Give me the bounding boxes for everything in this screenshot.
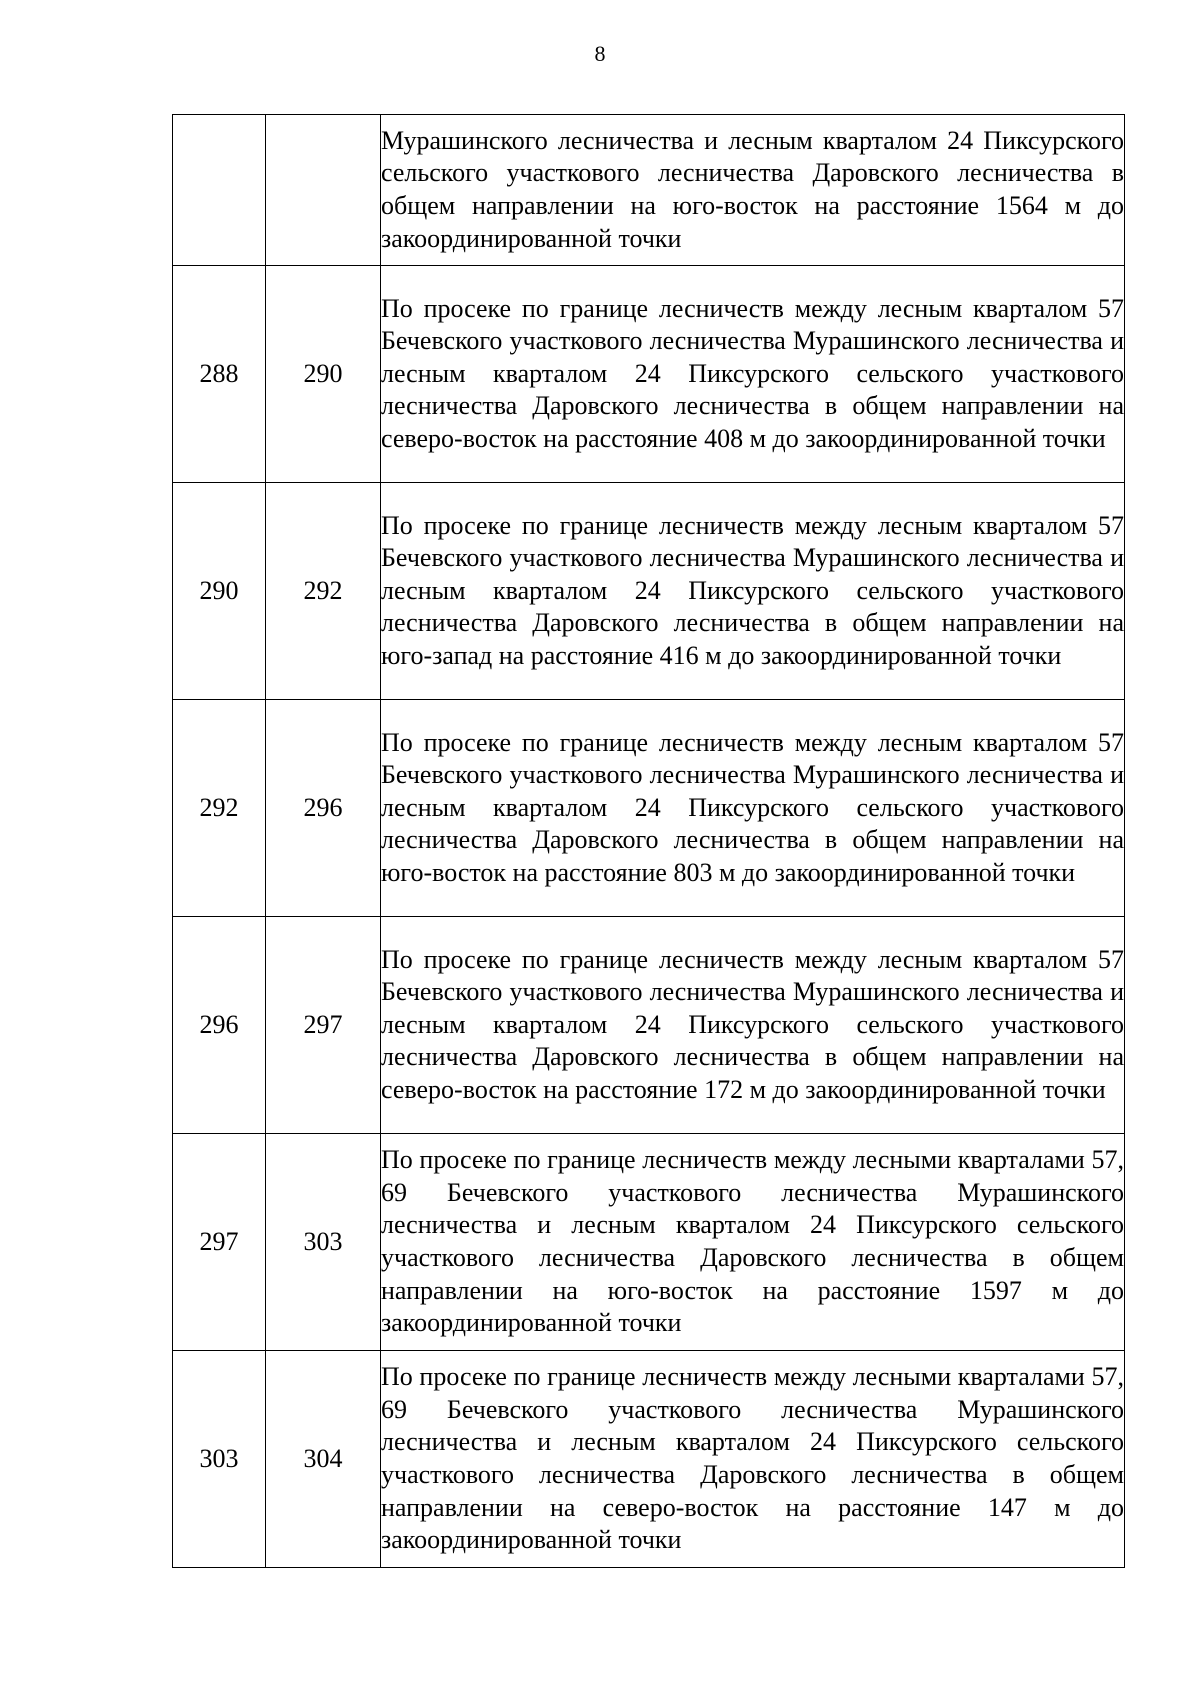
to-point-cell: 292 <box>266 483 381 700</box>
to-point-cell: 290 <box>266 266 381 483</box>
from-point-cell: 297 <box>173 1134 266 1351</box>
description-cell: По просеке по границе лесничеств между лесным кварталом 57 Бечевского участкового лесничества Мурашинского лесничества и лесным кварталом 24 Пиксурского сельского участкового лесничества Даровского лесничества в общем направлении на юго-запад на расстояние 416 м до закоординированной точки <box>381 483 1125 700</box>
from-point-cell: 288 <box>173 266 266 483</box>
description-cell: По просеке по границе лесничеств между лесным кварталом 57 Бечевского участкового лесничества Мурашинского лесничества и лесным кварталом 24 Пиксурского сельского участкового лесничества Даровского лесничества в общем направлении на северо-восток на расстояние 172 м до закоординированной точки <box>381 917 1125 1134</box>
from-point-cell: 292 <box>173 700 266 917</box>
description-cell: Мурашинского лесничества и лесным кварталом 24 Пиксурского сельского участкового лесничества Даровского лесничества в общем направлении на юго-восток на расстояние 1564 м до закоординированной точки <box>381 115 1125 266</box>
table-row <box>173 266 1125 483</box>
description-cell: По просеке по границе лесничеств между лесными кварталами 57, 69 Бечевского участкового лесничества Мурашинского лесничества и лесным кварталом 24 Пиксурского сельского участкового лесничества Даровского лесничества в общем направлении на северо-восток на расстояние 147 м до закоординированной точки <box>381 1351 1125 1568</box>
boundary-description-table <box>172 114 1125 1568</box>
page-number: 8 <box>594 41 606 66</box>
from-point-cell: 290 <box>173 483 266 700</box>
from-point-cell <box>173 115 266 266</box>
from-point-cell: 296 <box>173 917 266 1134</box>
table-row <box>173 115 1125 266</box>
to-point-cell <box>266 115 381 266</box>
description-cell: По просеке по границе лесничеств между лесным кварталом 57 Бечевского участкового лесничества Мурашинского лесничества и лесным кварталом 24 Пиксурского сельского участкового лесничества Даровского лесничества в общем направлении на юго-восток на расстояние 803 м до закоординированной точки <box>381 700 1125 917</box>
description-cell: По просеке по границе лесничеств между лесным кварталом 57 Бечевского участкового лесничества Мурашинского лесничества и лесным кварталом 24 Пиксурского сельского участкового лесничества Даровского лесничества в общем направлении на северо-восток на расстояние 408 м до закоординированной точки <box>381 266 1125 483</box>
from-point-cell: 303 <box>173 1351 266 1568</box>
table-row <box>173 1351 1125 1568</box>
to-point-cell: 296 <box>266 700 381 917</box>
table-row <box>173 1134 1125 1351</box>
table-row <box>173 483 1125 700</box>
description-cell: По просеке по границе лесничеств между лесными кварталами 57, 69 Бечевского участкового лесничества Мурашинского лесничества и лесным кварталом 24 Пиксурского сельского участкового лесничества Даровского лесничества в общем направлении на юго-восток на расстояние 1597 м до закоординированной точки <box>381 1134 1125 1351</box>
to-point-cell: 297 <box>266 917 381 1134</box>
table-row <box>173 700 1125 917</box>
to-point-cell: 304 <box>266 1351 381 1568</box>
to-point-cell: 303 <box>266 1134 381 1351</box>
table-row <box>173 917 1125 1134</box>
